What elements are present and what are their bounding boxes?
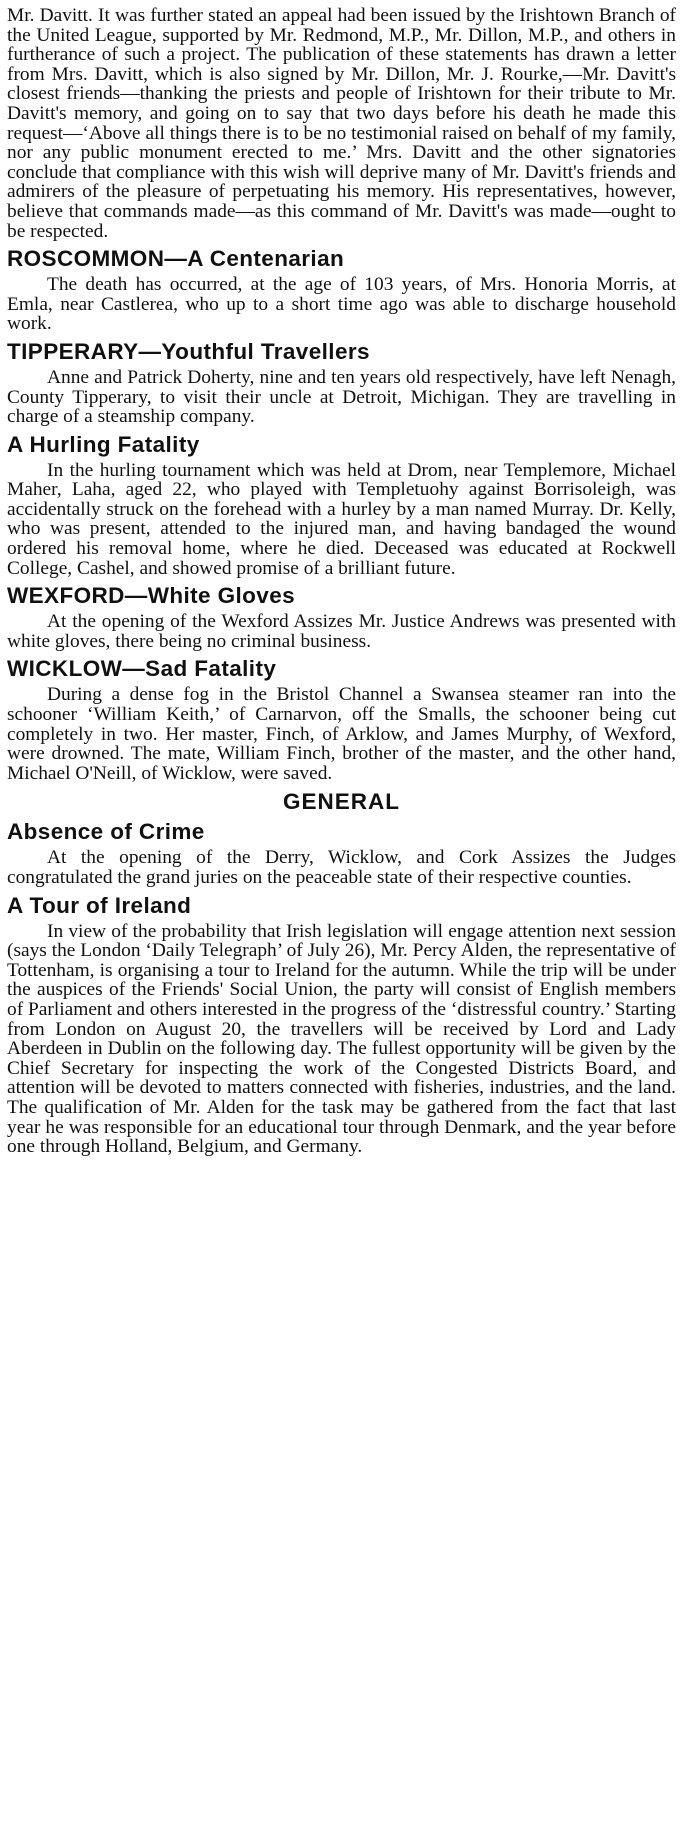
section-heading: WEXFORD—White Gloves: [7, 583, 296, 609]
section-body: Anne and Patrick Doherty, nine and ten years old respectively, have left Nenagh, County Tipperary, to visit their uncle at Detroit, Michigan. They are travelling in charge of a steamship company.: [7, 366, 676, 428]
section-heading: A Hurling Fatality: [7, 431, 200, 457]
section-heading: TIPPERARY—Youthful Travellers: [7, 338, 370, 364]
section-roscommon: [7, 246, 676, 334]
section-heading: A Tour of Ireland: [7, 892, 192, 918]
general-heading: GENERAL: [282, 789, 400, 815]
section-body: In the hurling tournament which was held at Drom, near Templemore, Michael Maher, Laha, aged 22, who played with Templetuohy against Borrisoleigh, was accidentally struck on the forehead with a hurley by a man named Murray. Dr. Kelly, who was present, attended to the injured man, and having bandaged the wound ordered his removal home, where he died. Deceased was educated at Rockwell College, Cashel, and showed promise of a brilliant future.: [7, 459, 676, 579]
intro-paragraph: Mr. Davitt. It was further stated an appeal had been issued by the Irishtown Branch of the United League, supported by Mr. Redmond, M.P., Mr. Dillon, M.P., and others in furtherance of such a project. The publication of these statements has drawn a letter from Mrs. Davitt, which is also signed by Mr. Dillon, Mr. J. Rourke,—Mr. Davitt's closest friends—thanking the priests and people of Irishtown for their tribute to Mr. Davitt's memory, and going on to say that two days before his death he made this request—‘Above all things there is to be no testimonial raised on behalf of my family, nor any public monument erected to me.’ Mrs. Davitt and the other signatories conclude that compliance with this wish will deprive many of Mr. Davitt's friends and admirers of the pleasure of perpetuating his memory. His representatives, however, believe that commands made—as this command of Mr. Davitt's was made—ought to be respected.: [7, 5, 676, 242]
section-body: At the opening of the Wexford Assizes Mr. Justice Andrews was presented with white gloves, there being no criminal business.: [7, 611, 676, 652]
section-wexford: [7, 583, 676, 651]
section-body: In view of the probability that Irish legislation will engage attention next session (says the London ‘Daily Telegraph’ of July 26), Mr. Percy Alden, the representative of Tottenham, is organising a tour to Ireland for the autumn. While the trip will be under the auspices of the Friends' Social Union, the party will consist of English members of Parliament and others interested in the progress of the ‘distressful country.’ Starting from London on August 20, the travellers will be received by Lord and Lady Aberdeen in Dublin on the following day. The fullest opportunity will be given by the Chief Secretary for inspecting the work of the Congested Districts Board, and attention will be devoted to matters connected with fisheries, industries, and the land. The qualification of Mr. Alden for the task may be gathered from the fact that last year he was responsible for an educational tour through Denmark, and the year before one through Holland, Belgium, and Germany.: [7, 920, 676, 1158]
section-tipperary: [7, 339, 676, 427]
section-body: The death has occurred, at the age of 103 years, of Mrs. Honoria Morris, at Emla, near Castlerea, who up to a short time ago was able to discharge household work.: [7, 274, 676, 335]
section-body: During a dense fog in the Bristol Channel a Swansea steamer ran into the schooner ‘William Keith,’ of Carnarvon, off the Smalls, the schooner being cut completely in two. Her master, Finch, of Arklow, and James Murphy, of Wexford, were drowned. The mate, William Finch, brother of the master, and the other hand, Michael O'Neill, of Wicklow, were saved.: [7, 684, 676, 784]
section-heading: ROSCOMMON—A Centenarian: [7, 246, 345, 272]
section-tour-of-ireland: [7, 893, 676, 1157]
section-heading: WICKLOW—Sad Fatality: [7, 656, 277, 682]
section-hurling-fatality: [7, 432, 676, 579]
section-wicklow: [7, 656, 676, 783]
section-absence-of-crime: [7, 819, 676, 887]
section-body: At the opening of the Derry, Wicklow, and Cork Assizes the Judges congratulated the grand juries on the peaceable state of their respective counties.: [7, 847, 676, 888]
section-heading: Absence of Crime: [7, 819, 205, 845]
